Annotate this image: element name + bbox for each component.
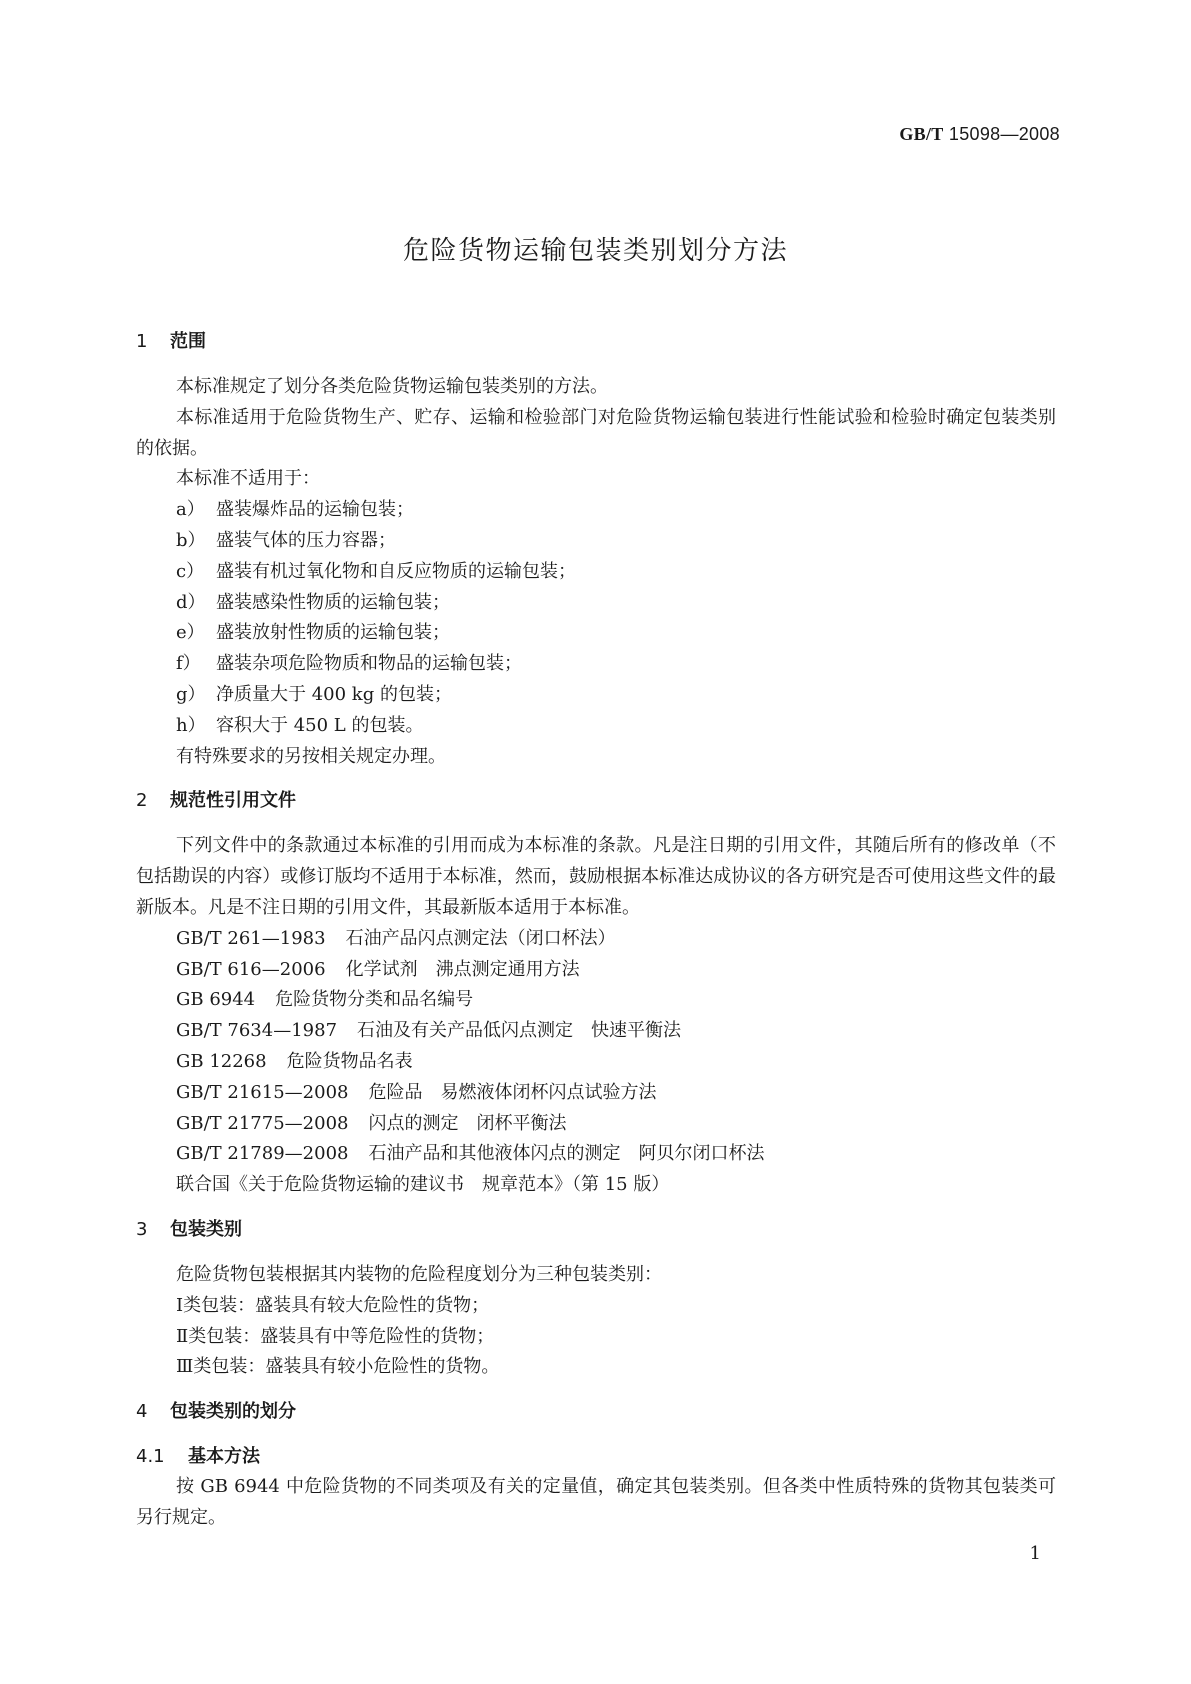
section-number: 2 (136, 790, 148, 812)
section-2-heading (136, 786, 1056, 816)
reference-list (136, 924, 1056, 1201)
standard-code: 15098—2008 (948, 124, 1060, 144)
reference-item (136, 924, 1056, 955)
list-marker: b） (176, 529, 206, 551)
list-marker: h） (176, 714, 206, 736)
list-item (136, 495, 1056, 526)
reference-title: 闪点的测定 闭杯平衡法 (368, 1112, 567, 1134)
paragraph: 按 GB 6944 中危险货物的不同类项及有关的定量值，确定其包装类别。但各类中性质特殊的货物其包装类可另行规定。 (136, 1476, 1056, 1528)
reference-title: 危险货物品名表 (286, 1050, 413, 1072)
list-item (136, 649, 1056, 680)
reference-code: GB/T 21775—2008 (176, 1112, 349, 1134)
list-item (136, 526, 1056, 557)
reference-code: GB/T 21615—2008 (176, 1081, 349, 1103)
reference-code: GB/T 616—2006 (176, 958, 326, 980)
document-body (136, 327, 1056, 1534)
paragraph: 本标准规定了划分各类危险货物运输包装类别的方法。 (176, 376, 608, 397)
packing-group-line: Ⅰ类包装：盛装具有较大危险性的货物； (176, 1294, 490, 1316)
list-marker: f） (176, 653, 201, 675)
list-text: 净质量大于 400 kg 的包装； (216, 683, 452, 705)
standard-number (899, 124, 1060, 145)
section-1-heading (136, 327, 1056, 357)
paragraph: 本标准不适用于： (176, 468, 320, 490)
reference-item (136, 955, 1056, 986)
section-3-heading (136, 1215, 1056, 1245)
reference-code: GB/T 261—1983 (176, 927, 326, 949)
section-title: 包装类别的划分 (170, 1401, 296, 1423)
reference-title: 危险品 易燃液体闭杯闪点试验方法 (368, 1081, 657, 1103)
list-item (136, 680, 1056, 711)
packing-group-line: Ⅱ类包装：盛装具有中等危险性的货物； (176, 1325, 495, 1347)
section-title: 规范性引用文件 (170, 790, 296, 812)
list-text: 盛装气体的压力容器； (216, 529, 396, 551)
document-title: 危险货物运输包装类别划分方法 (402, 236, 788, 266)
page-number: 1 (1029, 1543, 1041, 1564)
reference-code: GB 6944 (176, 989, 256, 1011)
list-marker: g） (176, 683, 206, 705)
section-number: 1 (136, 331, 148, 352)
paragraph: 有特殊要求的另按相关规定办理。 (176, 745, 446, 767)
paragraph: 下列文件中的条款通过本标准的引用而成为本标准的条款。凡是注日期的引用文件，其随后所有的修改单（不包括勘误的内容）或修订版均不适用于本标准，然而，鼓励根据本标准达成协议的各方研究是否可使用这些文件的最新版本。凡是不注日期的引用文件，其最新版本适用于本标准。 (136, 835, 1056, 918)
reference-title: 危险货物分类和品名编号 (275, 989, 474, 1011)
reference-item (136, 1047, 1056, 1078)
section-title: 包装类别 (170, 1218, 242, 1240)
list-text: 盛装有机过氧化物和自反应物质的运输包装； (216, 560, 576, 582)
list-text: 盛装感染性物质的运输包装； (216, 591, 450, 613)
un-reference: 联合国《关于危险货物运输的建议书 规章范本》（第 15 版） (176, 1174, 670, 1196)
list-item (136, 588, 1056, 619)
reference-code: GB 12268 (176, 1050, 267, 1072)
list-marker: d） (176, 591, 206, 613)
reference-title: 化学试剂 沸点测定通用方法 (345, 958, 580, 980)
reference-item (136, 1016, 1056, 1047)
paragraph: 危险货物包装根据其内装物的危险程度划分为三种包装类别： (176, 1263, 662, 1285)
section-number: 4 (136, 1401, 148, 1423)
reference-code: GB/T 21789—2008 (176, 1143, 349, 1165)
section-4-heading (136, 1397, 1056, 1427)
standard-prefix: GB/T (899, 124, 944, 144)
list-item (136, 711, 1056, 742)
packing-group-line: Ⅲ类包装：盛装具有较小危险性的货物。 (176, 1356, 500, 1378)
list-text: 盛装爆炸品的运输包装； (216, 499, 414, 521)
list-marker: e） (176, 622, 205, 644)
reference-code: GB/T 7634—1987 (176, 1020, 338, 1042)
list-item (136, 557, 1056, 588)
list-text: 盛装放射性物质的运输包装； (216, 622, 450, 644)
paragraph: 本标准适用于危险货物生产、贮存、运输和检验部门对危险货物运输包装进行性能试验和检验时确定包装类别的依据。 (136, 406, 1056, 459)
reference-item (136, 1078, 1056, 1109)
list-marker: a） (176, 499, 205, 521)
subsection-4-1-heading (136, 1442, 1056, 1472)
reference-title: 石油产品闪点测定法（闭口杯法） (345, 927, 616, 949)
subsection-title: 基本方法 (188, 1446, 260, 1468)
list-text: 盛装杂项危险物质和物品的运输包装； (216, 653, 522, 675)
section-number: 3 (136, 1218, 148, 1240)
exclusion-list (136, 495, 1056, 741)
subsection-number: 4.1 (136, 1446, 165, 1468)
reference-title: 石油及有关产品低闪点测定 快速平衡法 (357, 1020, 682, 1042)
list-marker: c） (176, 560, 205, 582)
reference-item (136, 985, 1056, 1016)
reference-item (136, 1139, 1056, 1170)
reference-title: 石油产品和其他液体闪点的测定 阿贝尔闭口杯法 (368, 1143, 765, 1165)
list-item (136, 618, 1056, 649)
list-text: 容积大于 450 L 的包装。 (216, 714, 424, 736)
reference-item (136, 1109, 1056, 1140)
section-title: 范围 (170, 331, 206, 352)
